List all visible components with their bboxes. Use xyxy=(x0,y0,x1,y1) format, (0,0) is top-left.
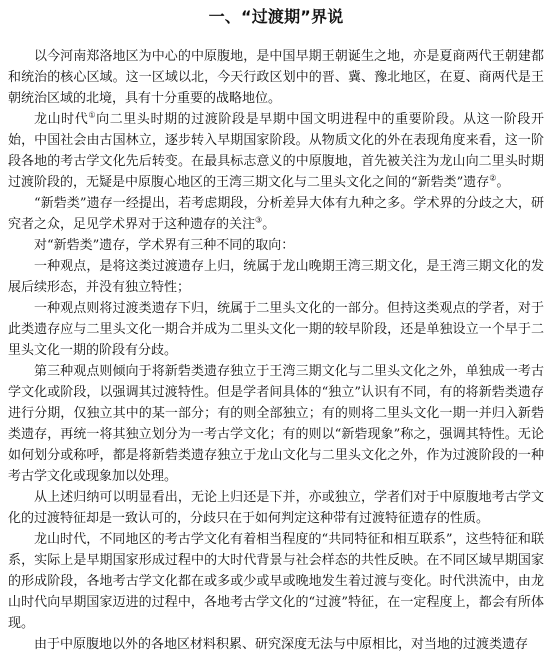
document-body xyxy=(8,46,544,655)
paragraph-text: 从上述归纳可以明显看出，无论上归还是下并，亦或独立，学者们对于中原腹地考古学文化的过渡特征却是一致认可的，分歧只在于如何判定这种带有过渡特征遗存的性质。 xyxy=(8,490,544,526)
paragraph-text: 第三种观点则倾向于将新砦类遗存独立于王湾三期文化与二里头文化之外，单独成一考古学文化或阶段，以强调其过渡特性。但是学者间具体的“独立”认识有不同，有的将新砦类遗存进行分期，仅独立其中的某一部分；有的则全部独立；有的则将二里头文化一期一并归入新砦类遗存，再统一将其独立划分为一考古学文化；有的则以“新砦现象”称之，强调其特性。无论如何划分或称呼，都是将新砦类遗存独立于龙山文化与二里头文化之外，作为过渡阶段的一种考古学文化或现象加以处理。 xyxy=(8,364,544,484)
paragraph-4 xyxy=(8,235,544,256)
paragraph-6 xyxy=(8,298,544,361)
paragraph-3 xyxy=(8,193,544,235)
footnote-marker[interactable]: ③ xyxy=(255,215,263,225)
paragraph-7 xyxy=(8,361,544,487)
paragraph-text: 由于中原腹地以外的各地区材料积累、研究深度无法与中原相比，对当地的过渡类遗存 xyxy=(34,637,529,652)
paragraph-text: 龙山时代，不同地区的考古学文化有着相当程度的“共同特征和相互联系”，这些特征和联系，实际上是早期国家形成过程中的大时代背景与社会样态的共性反映。在不同区域早期国家的形成阶段，各地考古学文化都在或多或少或早或晚地发生着过渡与变化。时代洪流中，由龙山时代向早期国家迈进的过程中，各地考古学文化的“过渡”特征，在一定程度上，都会有所体现。 xyxy=(8,532,544,631)
paragraph-5 xyxy=(8,256,544,298)
paragraph-2 xyxy=(8,109,544,193)
paragraph-text: 向二里头时期的过渡阶段是早期中国文明进程中的重要阶段。从这一阶段开始，中国社会由古国林立，逐步转入早期国家阶段。从物质文化的外在表现角度来看，这一阶段各地的考古学文化先后转变。在最具标志意义的中原腹地，首先被关注为龙山向二里头时期过渡阶段的，无疑是中原腹心地区的王湾三期文化与二里头文化之间的“新砦类”遗存 xyxy=(8,112,544,190)
paragraph-text: 。 xyxy=(262,217,276,232)
paragraph-text: 以今河南郑洛地区为中心的中原腹地，是中国早期王朝诞生之地，亦是夏商两代王朝建都和统治的核心区域。这一区域以北，今天行政区划中的晋、冀、豫北地区，在夏、商两代是王朝统治区域的北境，具有十分重要的战略地位。 xyxy=(8,49,544,106)
paragraph-8 xyxy=(8,487,544,529)
footnote-marker[interactable]: ② xyxy=(489,173,497,183)
paragraph-text: “新砦类”遗存一经提出，若考虑期段，分析差异大体有九种之多。学术界的分歧之大，研究者之众，足见学术界对于这种遗存的关注 xyxy=(8,196,544,232)
paragraph-9 xyxy=(8,529,544,634)
paragraph-text: 一种观点，是将这类过渡遗存上归，统属于龙山晚期王湾三期文化，是王湾三期文化的发展后续形态，并没有独立特性； xyxy=(8,259,544,295)
paragraph-1 xyxy=(8,46,544,109)
paragraph-text: 对“新砦类”遗存，学术界有三种不同的取向： xyxy=(34,238,295,253)
section-title: 一、“过渡期”界说 xyxy=(208,7,344,26)
footnote-marker[interactable]: ① xyxy=(88,110,97,120)
paragraph-text: 龙山时代 xyxy=(34,112,89,127)
paragraph-text: 。 xyxy=(496,175,510,190)
paragraph-text: 一种观点则将过渡类遗存下归，统属于二里头文化的一部分。但持这类观点的学者，对于此类遗存应与二里头文化一期合并成为二里头文化一期的较早阶段，还是单独设立一个早于二里头文化一期的阶段有分歧。 xyxy=(8,301,544,358)
